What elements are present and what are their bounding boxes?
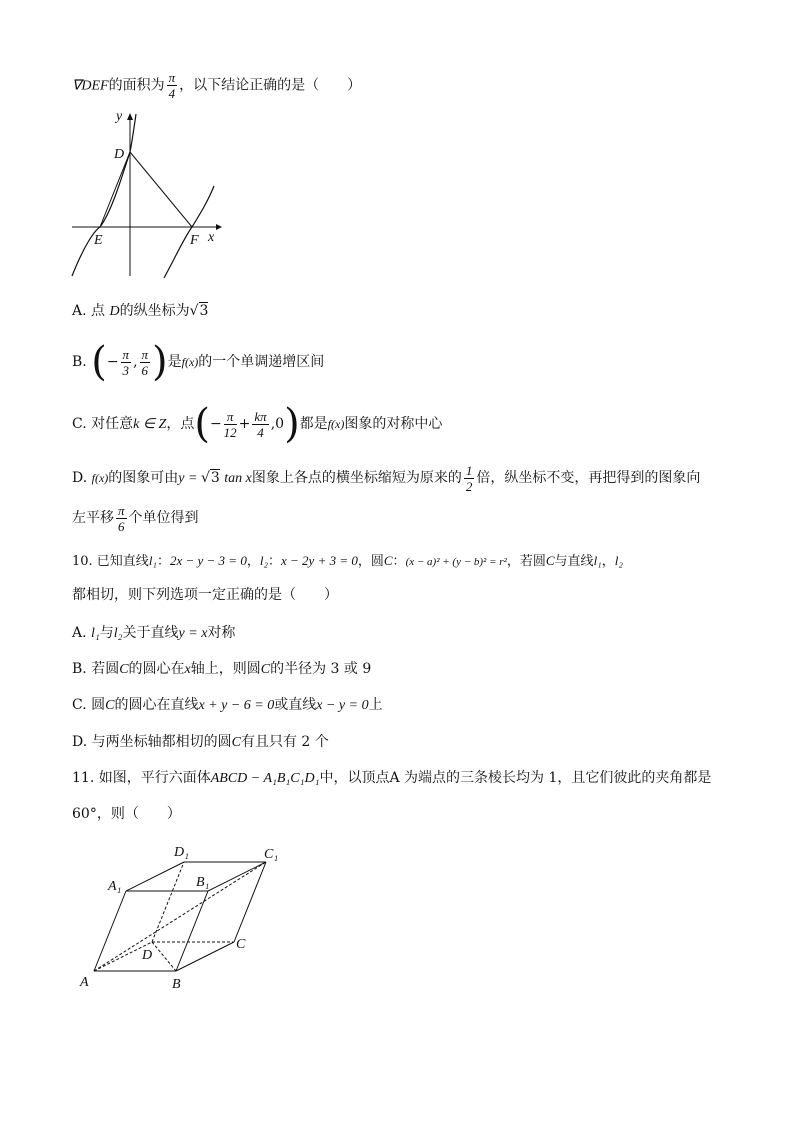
zero: ,0 xyxy=(270,416,285,432)
option-9B xyxy=(72,339,325,385)
opt-text: D. 与两坐标轴都相切的圆 xyxy=(72,734,232,750)
circle-c: C xyxy=(260,662,271,677)
circle-c: C xyxy=(383,553,393,568)
vertex-C: C xyxy=(236,937,246,952)
opt-text: 有且只有 2 个 xyxy=(240,734,329,750)
line-l1: l₁ xyxy=(593,553,602,568)
frac-num: 1 xyxy=(465,462,473,478)
point-d: D xyxy=(109,304,120,319)
minus-sign: − xyxy=(209,416,222,432)
opt-b-text2: 的一个单调递增区间 xyxy=(198,354,325,370)
paren-close: ) xyxy=(152,339,168,385)
line-l2: l₂ xyxy=(614,553,623,568)
y-equals: y = xyxy=(178,471,201,486)
label-x: x xyxy=(208,230,215,245)
tangent-curve-right xyxy=(164,186,214,278)
circle-c: C xyxy=(119,662,129,677)
opt-c-text2: ，点 xyxy=(166,416,195,432)
edge-B1-C1 xyxy=(208,862,266,891)
line-l1: l₁ xyxy=(91,626,100,641)
opt-d-label: D. xyxy=(72,470,88,486)
opt-text: 轴上，则圆 xyxy=(190,661,261,677)
option-9A xyxy=(72,300,208,323)
eq-circle: (x − a)² + (y − b)² = r² xyxy=(405,556,507,568)
q11-t2: 中，以顶点A 为端点的三条棱长均为 1，且它们彼此的夹角都是 xyxy=(319,770,712,786)
opt-d-text1: 的图象可由 xyxy=(108,470,179,486)
diag-D-B-hidden xyxy=(152,942,176,971)
var-x: x xyxy=(184,662,191,677)
label-D: D xyxy=(114,147,125,162)
q10-t6: ： xyxy=(392,554,406,569)
frac-num: kπ xyxy=(254,408,267,424)
segment-DF xyxy=(130,152,192,227)
frac-num: π xyxy=(118,502,125,518)
opt-text: 或直线 xyxy=(274,697,317,713)
tangent-graph xyxy=(66,106,226,286)
edge-B-B1 xyxy=(176,891,208,971)
segment-DE xyxy=(100,152,130,227)
eq-l2: x − 2y + 3 = 0 xyxy=(281,553,358,568)
frac-pi-6 xyxy=(116,503,127,534)
eq-l1: 2x − y − 3 = 0 xyxy=(169,553,247,568)
option-9D-cont xyxy=(72,502,199,534)
vertex-D: D xyxy=(142,948,153,963)
frac-num: π xyxy=(141,346,149,362)
edge-B-C xyxy=(176,942,234,971)
frac-den: 6 xyxy=(141,362,149,378)
opt-text: 上 xyxy=(368,697,383,713)
label-F: F xyxy=(190,233,199,248)
opt-c-text4: 图象的对称中心 xyxy=(344,416,443,432)
option-10B xyxy=(72,658,371,681)
circle-c: C xyxy=(105,698,115,713)
func-f: f(x) xyxy=(91,471,109,485)
opt-text: C. 圆 xyxy=(72,697,106,713)
line-l1: l₁ xyxy=(148,553,157,568)
opt-text: 关于直线 xyxy=(122,625,179,641)
q10-t1: 10. 已知直线 xyxy=(72,554,149,569)
q10-t5: ，圆 xyxy=(357,554,384,569)
opt-d-text3: 倍，纵坐标不变，再把得到的图象向 xyxy=(476,470,701,486)
frac-pi-6 xyxy=(140,347,151,378)
q10-t7: ，若圆 xyxy=(506,554,546,569)
sqrt-icon: √ xyxy=(200,470,210,486)
option-9D xyxy=(72,462,700,495)
frac-den: 3 xyxy=(122,362,130,378)
vertex-B1: B₁ xyxy=(196,875,210,890)
frac-den: 4 xyxy=(168,86,176,101)
vertex-C1: C₁ xyxy=(264,847,279,862)
option-10A xyxy=(72,622,235,645)
paren-open: ( xyxy=(91,339,107,385)
q10-t4: ： xyxy=(267,554,281,569)
intro-text-1: 的面积为 xyxy=(108,77,165,94)
frac-den: 6 xyxy=(118,518,125,534)
vertex-D1: D₁ xyxy=(174,845,189,860)
x-axis-arrow-icon xyxy=(216,224,222,230)
func-f: f(x) xyxy=(181,355,199,369)
opt-text: 的圆心在直线 xyxy=(114,697,199,713)
fraction-pi-4 xyxy=(167,70,178,101)
opt-text: 与 xyxy=(99,625,114,641)
opt-text: 对称 xyxy=(207,625,236,641)
edge-A-A1 xyxy=(94,891,126,971)
q10-line2: 都相切，则下列选项一定正确的是（ ） xyxy=(72,587,338,603)
vertex-A: A xyxy=(80,975,89,990)
triangle-name: ∇DEF xyxy=(72,78,109,94)
opt-d-text5: 个单位得到 xyxy=(128,510,199,526)
tangent-curve-left xyxy=(72,114,136,276)
edge-A1-D1 xyxy=(126,862,184,891)
q11-line1 xyxy=(72,767,711,790)
opt-a-text: A. 点 xyxy=(72,303,106,319)
eq-2: x − y = 0 xyxy=(316,698,369,713)
label-y: y xyxy=(116,109,123,124)
frac-den: 12 xyxy=(223,424,237,440)
solid-name: ABCD − A₁B₁C₁D₁ xyxy=(210,771,320,786)
q11-line2: 60°，则（ ） xyxy=(72,806,181,822)
frac-den: 2 xyxy=(465,478,473,494)
func-f: f(x) xyxy=(327,417,345,431)
edge-D-D1-hidden xyxy=(152,862,184,942)
opt-text: A. xyxy=(72,625,92,641)
comma: , xyxy=(133,354,138,370)
q11-t1: 11. 如图，平行六面体 xyxy=(72,770,211,786)
line-l2: l₂ xyxy=(113,626,123,641)
opt-b-text: 是 xyxy=(167,354,182,370)
opt-text: 的圆心在 xyxy=(128,661,185,677)
eq-1: x + y − 6 = 0 xyxy=(198,698,275,713)
y-axis-arrow-icon xyxy=(127,113,133,120)
plus-sign: + xyxy=(238,416,251,432)
option-10D xyxy=(72,731,329,754)
parallelepiped-figure xyxy=(70,838,290,998)
q10-line1 xyxy=(72,550,623,573)
option-10C xyxy=(72,694,383,717)
paren-open: ( xyxy=(194,401,210,447)
vertex-B: B xyxy=(172,977,181,992)
opt-d-text2: 图象上各点的横坐标缩短为原来的 xyxy=(251,470,462,486)
frac-kpi-4 xyxy=(252,409,268,440)
frac-num: π xyxy=(122,346,130,362)
minus-sign: − xyxy=(106,354,119,370)
tan-x: tan x xyxy=(224,471,252,486)
opt-c-text3: 都是 xyxy=(299,416,328,432)
label-E: E xyxy=(94,233,103,248)
eq-y-x: y = x xyxy=(178,626,208,641)
edge-C-C1 xyxy=(234,862,266,942)
circle-c: C xyxy=(545,553,555,568)
frac-pi-12 xyxy=(224,409,237,440)
sqrt-icon: √ xyxy=(189,303,199,319)
frac-pi-3 xyxy=(121,347,132,378)
frac-num: π xyxy=(168,70,176,85)
line-l2: l₂ xyxy=(259,553,268,568)
sqrt-value: 3 xyxy=(199,303,209,319)
intro-text-2: ，以下结论正确的是（ ） xyxy=(179,77,362,94)
q10-t9: ， xyxy=(601,554,615,569)
opt-d-text4: 左平移 xyxy=(72,510,114,526)
opt-b-label: B. xyxy=(72,354,87,370)
q10-t3: ， xyxy=(246,554,260,569)
opt-text: 的半径为 3 或 9 xyxy=(270,661,372,677)
circle-c: C xyxy=(231,735,241,750)
opt-text: B. 若圆 xyxy=(72,661,120,677)
intro-line xyxy=(72,70,361,101)
frac-1-2 xyxy=(464,463,475,494)
opt-c-text: C. 对任意 xyxy=(72,416,134,432)
q10-t2: ： xyxy=(156,554,170,569)
frac-den: 4 xyxy=(257,424,264,440)
frac-num: π xyxy=(224,409,237,425)
opt-a-text2: 的纵坐标为 xyxy=(119,303,190,319)
paren-close: ) xyxy=(284,401,300,447)
sqrt-value: 3 xyxy=(210,470,220,486)
k-in-z: k ∈ Z xyxy=(133,417,167,432)
option-9C xyxy=(72,401,443,447)
q10-t8: 与直线 xyxy=(554,554,594,569)
vertex-A1: A₁ xyxy=(108,879,122,894)
